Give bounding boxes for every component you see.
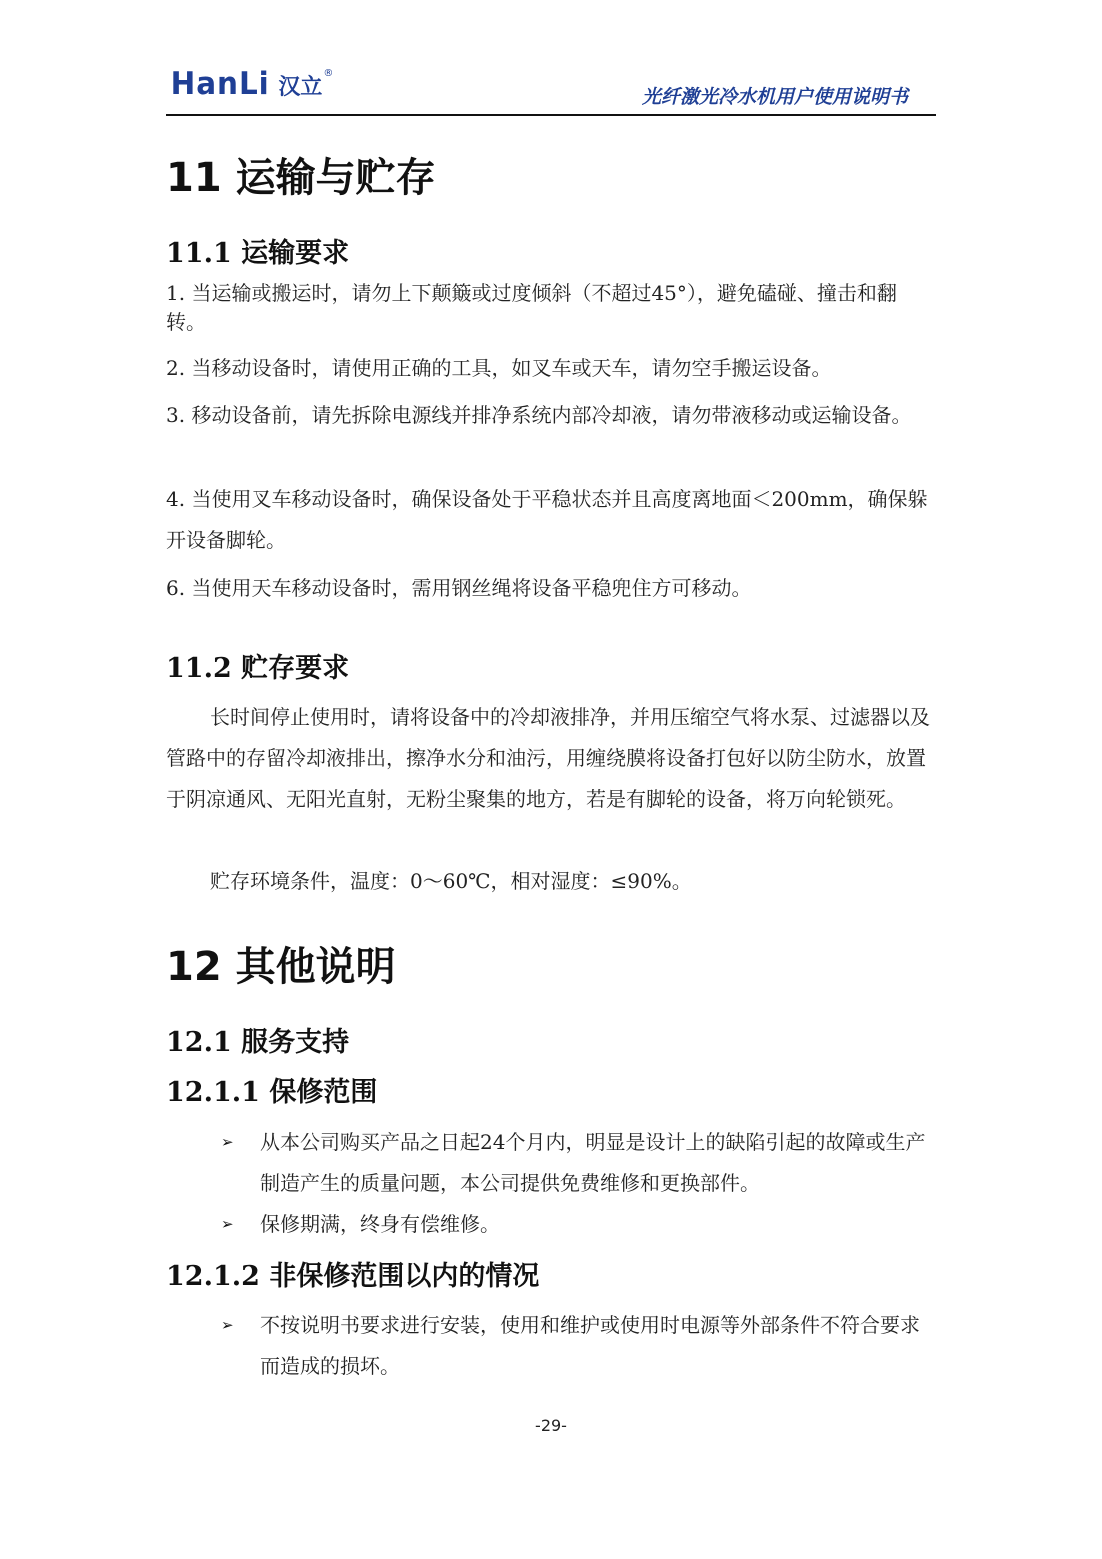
non-warranty-item-text: 不按说明书要求进行安装，使用和维护或使用时电源等外部条件不符合要求而造成的损坏。	[260, 1313, 920, 1378]
warranty-item-text: 保修期满，终身有偿维修。	[260, 1212, 500, 1236]
storage-paragraph: 长时间停止使用时，请将设备中的冷却液排净，并用压缩空气将水泵、过滤器以及管路中的存留冷却液排出，擦净水分和油污，用缠绕膜将设备打包好以防尘防水，放置于阴凉通风、无阳光直射，无粉尘聚集的地方，若是有脚轮的设备，将万向轮锁死。	[166, 705, 930, 811]
document-title: 光纤激光冷水机用户使用说明书	[641, 86, 908, 108]
section-11-2-heading: 11.2 贮存要求	[166, 653, 350, 684]
page-header	[166, 62, 936, 116]
section-12-1-1-heading: 12.1.1 保修范围	[166, 1077, 378, 1108]
section-12-1-heading: 12.1 服务支持	[166, 1027, 350, 1058]
logo-chinese-text: 汉立	[278, 75, 323, 100]
section-11-1-heading: 11.1 运输要求	[166, 238, 350, 269]
warranty-item-2	[221, 1204, 936, 1245]
warranty-item-text: 从本公司购买产品之日起24个月内，明显是设计上的缺陷引起的故障或生产制造产生的质量问题，本公司提供免费维修和更换部件。	[260, 1130, 926, 1195]
section-12-heading: 12 其他说明	[166, 944, 396, 990]
section-12-1-2-heading: 12.1.2 非保修范围以内的情况	[166, 1261, 540, 1292]
transport-item-3: 3. 移动设备前，请先拆除电源线并排净系统内部冷却液，请勿带液移动或运输设备。	[166, 403, 912, 427]
transport-item-4: 4. 当使用叉车移动设备时，确保设备处于平稳状态并且高度离地面＜200mm，确保躲开设备脚轮。	[166, 487, 928, 552]
non-warranty-item-1	[221, 1305, 936, 1387]
logo-latin-text: HanLi	[170, 66, 270, 102]
page-number: -29-	[535, 1416, 567, 1435]
hanli-logo	[168, 66, 333, 102]
transport-item-1: 1. 当运输或搬运时，请勿上下颠簸或过度倾斜（不超过45°），避免磕碰、撞击和翻转。	[166, 281, 897, 334]
warranty-item-1	[221, 1122, 936, 1204]
arrow-bullet-icon: ➢	[221, 1316, 234, 1334]
section-11-heading: 11 运输与贮存	[166, 155, 436, 201]
transport-item-2: 2. 当移动设备时，请使用正确的工具，如叉车或天车，请勿空手搬运设备。	[166, 356, 832, 380]
storage-conditions: 贮存环境条件，温度：0～60℃，相对湿度：≤90%。	[210, 869, 692, 893]
arrow-bullet-icon: ➢	[221, 1133, 234, 1151]
transport-item-6: 6. 当使用天车移动设备时，需用钢丝绳将设备平稳兜住方可移动。	[166, 576, 752, 600]
arrow-bullet-icon: ➢	[221, 1215, 234, 1233]
registered-mark: ®	[323, 68, 334, 79]
